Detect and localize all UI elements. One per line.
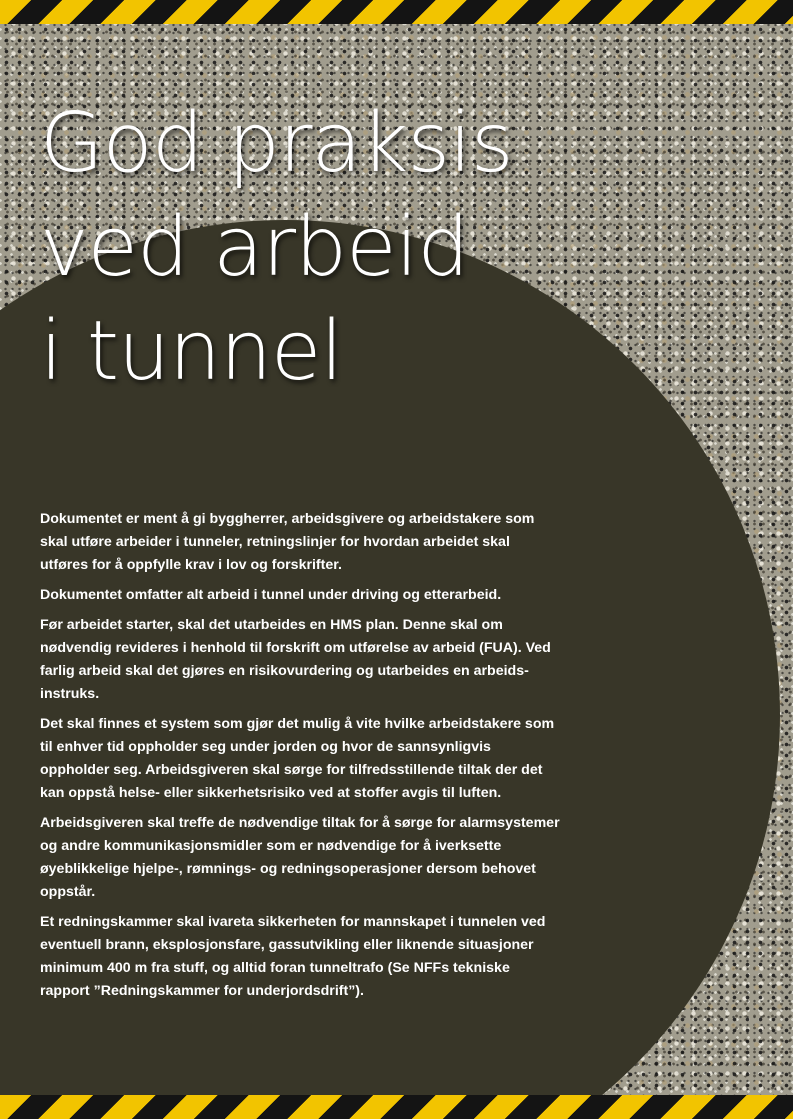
title-line-1: God praksis [40, 96, 513, 191]
page-title [40, 92, 513, 404]
paragraph-6: Et redningskammer skal ivareta sikkerheten for mannskapet i tunnelen ved eventuell brann, eksplosjonsfare, gassutvikling eller liknende situasjoner minimum 400 m fra stuff, og alltid foran tunneltrafo (Se NFFs tekniske rapport ”Redningskammer for underjordsdrift”). [40, 914, 546, 999]
paragraph-4: Det skal finnes et system som gjør det mulig å vite hvilke arbeidstakere som til enhver tid oppholder seg under jorden og hvor de sannsynligvis oppholder seg. Arbeidsgiveren skal sørge for tilfredsstillende tiltak der det kan oppstå helse- eller sikkerhetsrisiko ved at stoffer avgis til luften. [40, 716, 555, 801]
paragraph-1: Dokumentet er ment å gi byggherrer, arbeidsgivere og arbeidstakere som skal utføre arbeider i tunneler, retningslinjer for hvordan arbeidet skal utføres for å oppfylle krav i lov og forskrifter. [40, 511, 535, 573]
hazard-stripe-top [0, 0, 793, 24]
body-text [40, 508, 560, 1010]
paragraph-5: Arbeidsgiveren skal treffe de nødvendige tiltak for å sørge for alarmsystemer og andre kommunikasjonsmidler som er nødvendige for å iverksette øyeblikkelige hjelpe-, rømnings- og redningsoperasjoner dersom behovet oppstår. [40, 815, 560, 900]
hazard-stripe-bottom [0, 1095, 793, 1119]
paragraph-3: Før arbeidet starter, skal det utarbeides en HMS plan. Denne skal om nødvendig revideres i henhold til forskrift om utførelse av arbeid (FUA). Ved farlig arbeid skal det gjøres en risikovurdering og utarbeides en arbeids-instruks. [40, 617, 551, 702]
paragraph-2: Dokumentet omfatter alt arbeid i tunnel under driving og etterarbeid. [40, 587, 502, 603]
title-line-3: i tunnel [40, 304, 343, 399]
title-line-2: ved arbeid [40, 200, 469, 295]
